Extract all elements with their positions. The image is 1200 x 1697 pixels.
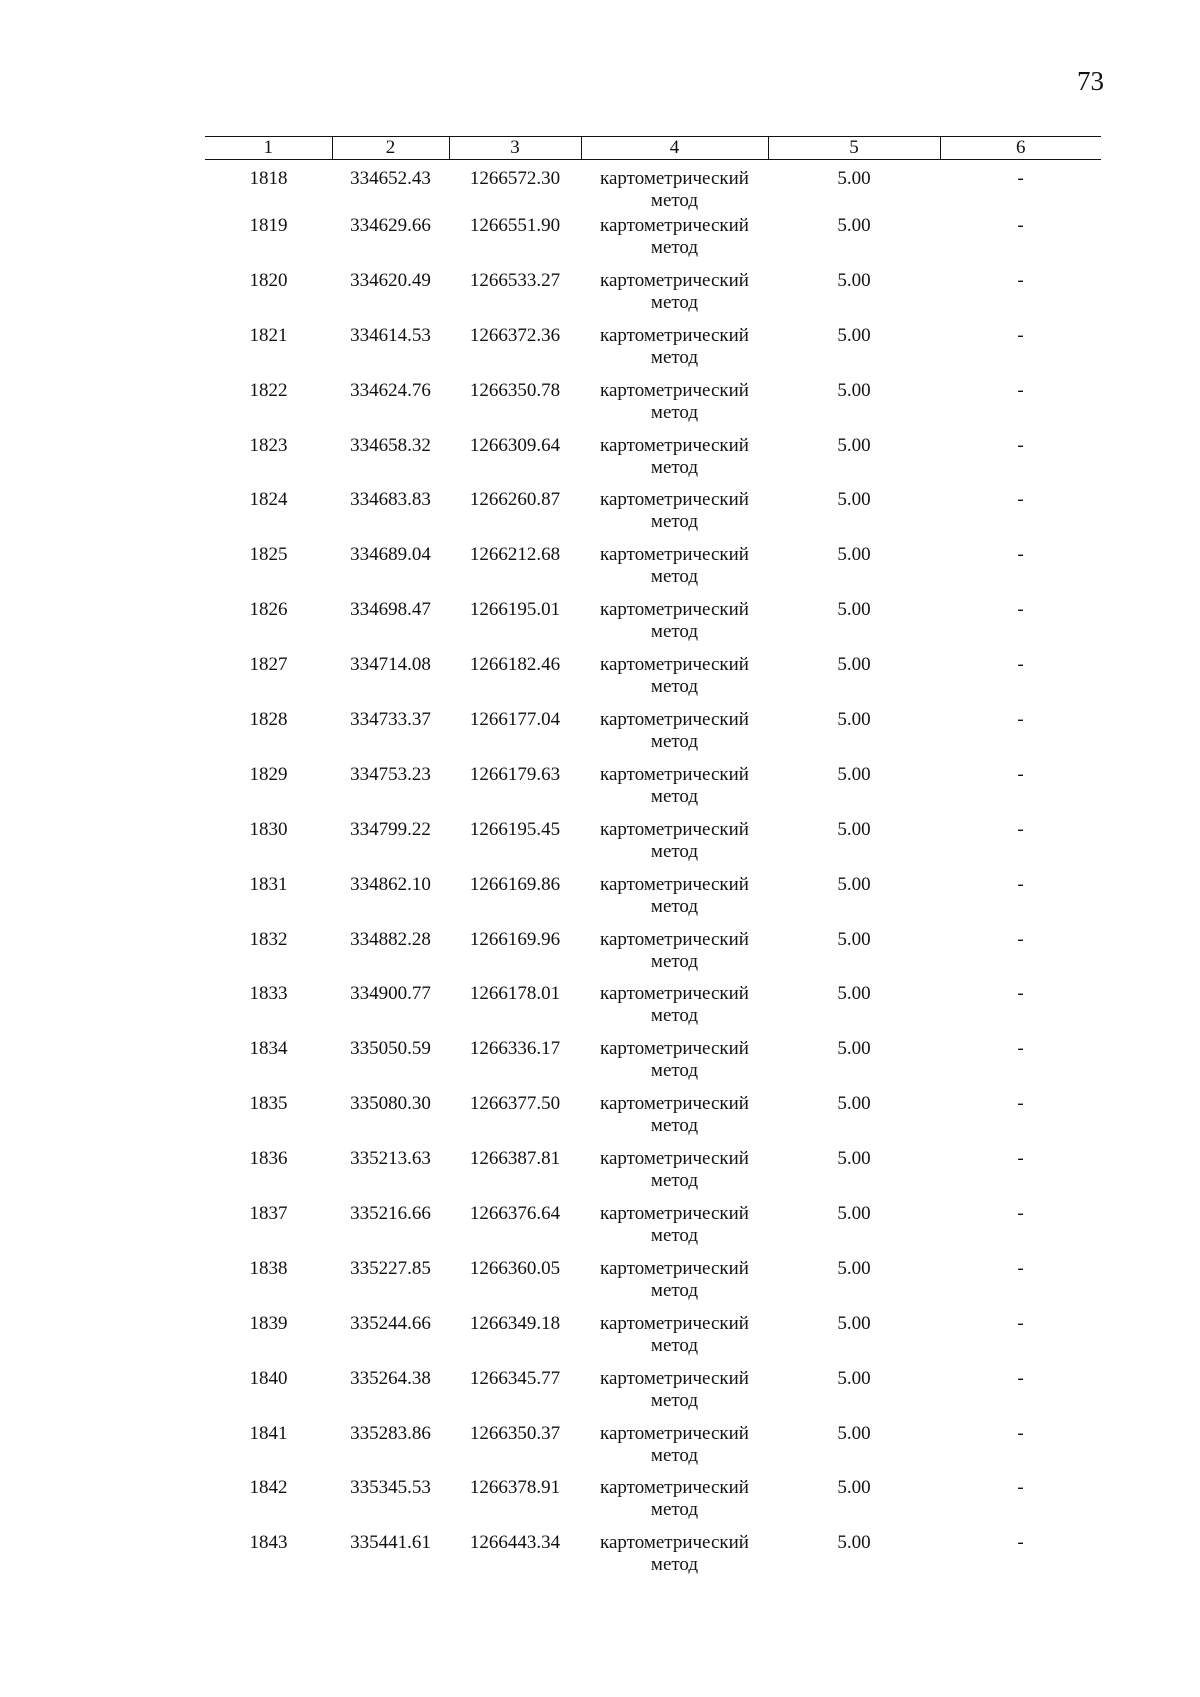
table-row <box>205 654 1101 709</box>
method-line-1: картометрический <box>600 489 749 511</box>
method-line-1: картометрический <box>600 1257 749 1279</box>
method-line-2: метод <box>650 1170 699 1192</box>
accuracy-cell: 5.00 <box>837 599 871 621</box>
point-number-cell: 1819 <box>249 215 288 236</box>
note-cell: - <box>1017 489 1024 511</box>
table-row <box>205 874 1101 929</box>
x-coordinate-cell: 335244.66 <box>350 1312 431 1334</box>
method-cell <box>581 1258 768 1313</box>
point-number-cell: 1826 <box>249 599 288 621</box>
method-cell <box>581 1532 768 1587</box>
x-coordinate-cell: 335080.30 <box>350 1093 431 1115</box>
y-coordinate-cell: 1266260.87 <box>469 489 561 511</box>
point-number-cell: 1827 <box>249 654 288 676</box>
method-line-1: картометрический <box>600 1422 749 1444</box>
x-coordinate-cell: 335050.59 <box>350 1038 431 1060</box>
method-line-1: картометрический <box>600 434 749 456</box>
x-coordinate-cell: 334753.23 <box>350 763 431 785</box>
note-cell: - <box>1017 269 1024 291</box>
note-cell: - <box>1017 928 1024 950</box>
method-line-2: метод <box>650 1334 699 1356</box>
header-col-6: 6 <box>940 137 1101 160</box>
method-line-2: метод <box>650 1444 699 1466</box>
table-row <box>205 764 1101 819</box>
method-line-2: метод <box>650 731 699 753</box>
method-line-1: картометрический <box>600 379 749 401</box>
x-coordinate-cell: 334733.37 <box>350 709 431 731</box>
method-line-1: картометрический <box>600 818 749 840</box>
method-line-2: метод <box>650 1279 699 1301</box>
accuracy-cell: 5.00 <box>837 1148 871 1170</box>
point-number-cell: 1821 <box>249 324 288 346</box>
method-cell <box>581 654 768 709</box>
x-coordinate-cell: 334862.10 <box>350 873 431 895</box>
accuracy-cell: 5.00 <box>837 168 871 189</box>
method-line-1: картометрический <box>600 215 749 236</box>
method-line-1: картометрический <box>600 1093 749 1115</box>
method-line-2: метод <box>650 895 699 917</box>
point-number-cell: 1836 <box>249 1148 288 1170</box>
method-line-2: метод <box>650 1389 699 1411</box>
x-coordinate-cell: 335216.66 <box>350 1203 431 1225</box>
accuracy-cell: 5.00 <box>837 1257 871 1279</box>
method-line-2: метод <box>650 566 699 588</box>
accuracy-cell: 5.00 <box>837 434 871 456</box>
table-row <box>205 489 1101 544</box>
accuracy-cell: 5.00 <box>837 928 871 950</box>
y-coordinate-cell: 1266349.18 <box>469 1312 561 1334</box>
accuracy-cell: 5.00 <box>837 1367 871 1389</box>
x-coordinate-cell: 334620.49 <box>350 269 431 291</box>
y-coordinate-cell: 1266195.01 <box>469 599 561 621</box>
table-row <box>205 1258 1101 1313</box>
accuracy-cell: 5.00 <box>837 379 871 401</box>
method-cell <box>581 270 768 325</box>
method-line-1: картометрический <box>600 763 749 785</box>
point-number-cell: 1837 <box>249 1203 288 1225</box>
y-coordinate-cell: 1266376.64 <box>469 1203 561 1225</box>
method-line-2: метод <box>650 840 699 862</box>
x-coordinate-cell: 334882.28 <box>350 928 431 950</box>
method-line-2: метод <box>650 511 699 533</box>
y-coordinate-cell: 1266350.78 <box>469 379 561 401</box>
method-line-2: метод <box>650 190 699 211</box>
table-row <box>205 1477 1101 1532</box>
table-row <box>205 215 1101 270</box>
note-cell: - <box>1017 1532 1024 1554</box>
point-number-cell: 1841 <box>249 1422 288 1444</box>
accuracy-cell: 5.00 <box>837 983 871 1005</box>
method-line-2: метод <box>650 621 699 643</box>
method-line-2: метод <box>650 1499 699 1521</box>
note-cell: - <box>1017 1312 1024 1334</box>
table-row <box>205 1148 1101 1203</box>
x-coordinate-cell: 334689.04 <box>350 544 431 566</box>
table-row <box>205 599 1101 654</box>
table-body <box>205 160 1101 1588</box>
method-line-2: метод <box>650 456 699 478</box>
table-row <box>205 929 1101 984</box>
method-line-1: картометрический <box>600 928 749 950</box>
method-line-2: метод <box>650 1554 699 1576</box>
accuracy-cell: 5.00 <box>837 1312 871 1334</box>
note-cell: - <box>1017 818 1024 840</box>
method-line-1: картометрический <box>600 1367 749 1389</box>
x-coordinate-cell: 334624.76 <box>350 379 431 401</box>
accuracy-cell: 5.00 <box>837 1038 871 1060</box>
point-number-cell: 1825 <box>249 544 288 566</box>
point-number-cell: 1829 <box>249 763 288 785</box>
method-line-2: метод <box>650 1115 699 1137</box>
point-number-cell: 1830 <box>249 818 288 840</box>
method-cell <box>581 1093 768 1148</box>
x-coordinate-cell: 335213.63 <box>350 1148 431 1170</box>
note-cell: - <box>1017 763 1024 785</box>
method-cell <box>581 599 768 654</box>
point-number-cell: 1831 <box>249 873 288 895</box>
method-cell <box>581 929 768 984</box>
point-number-cell: 1823 <box>249 434 288 456</box>
method-line-1: картометрический <box>600 1038 749 1060</box>
method-line-2: метод <box>650 1005 699 1027</box>
method-cell <box>581 983 768 1038</box>
point-number-cell: 1840 <box>249 1367 288 1389</box>
point-number-cell: 1834 <box>249 1038 288 1060</box>
accuracy-cell: 5.00 <box>837 1203 871 1225</box>
note-cell: - <box>1017 1422 1024 1444</box>
y-coordinate-cell: 1266169.96 <box>469 928 561 950</box>
note-cell: - <box>1017 1257 1024 1279</box>
method-cell <box>581 709 768 764</box>
method-line-1: картометрический <box>600 983 749 1005</box>
method-line-1: картометрический <box>600 168 749 189</box>
method-line-2: метод <box>650 1225 699 1247</box>
table-row <box>205 1368 1101 1423</box>
accuracy-cell: 5.00 <box>837 1477 871 1499</box>
note-cell: - <box>1017 709 1024 731</box>
note-cell: - <box>1017 1477 1024 1499</box>
table-row <box>205 1093 1101 1148</box>
table-row <box>205 983 1101 1038</box>
point-number-cell: 1835 <box>249 1093 288 1115</box>
y-coordinate-cell: 1266309.64 <box>469 434 561 456</box>
method-line-2: метод <box>650 1060 699 1082</box>
x-coordinate-cell: 334698.47 <box>350 599 431 621</box>
method-cell <box>581 1368 768 1423</box>
method-line-2: метод <box>650 291 699 313</box>
table-row <box>205 544 1101 599</box>
note-cell: - <box>1017 1203 1024 1225</box>
y-coordinate-cell: 1266551.90 <box>469 215 561 236</box>
note-cell: - <box>1017 1038 1024 1060</box>
note-cell: - <box>1017 1367 1024 1389</box>
method-cell <box>581 1423 768 1478</box>
method-line-2: метод <box>650 950 699 972</box>
method-cell <box>581 380 768 435</box>
y-coordinate-cell: 1266195.45 <box>469 818 561 840</box>
method-cell <box>581 1203 768 1258</box>
x-coordinate-cell: 334614.53 <box>350 324 431 346</box>
table-row <box>205 1038 1101 1093</box>
accuracy-cell: 5.00 <box>837 763 871 785</box>
note-cell: - <box>1017 599 1024 621</box>
method-cell <box>581 1148 768 1203</box>
y-coordinate-cell: 1266179.63 <box>469 763 561 785</box>
accuracy-cell: 5.00 <box>837 544 871 566</box>
table-row <box>205 1532 1101 1587</box>
point-number-cell: 1832 <box>249 928 288 950</box>
method-line-2: метод <box>650 676 699 698</box>
x-coordinate-cell: 335345.53 <box>350 1477 431 1499</box>
point-number-cell: 1822 <box>249 379 288 401</box>
method-line-1: картометрический <box>600 324 749 346</box>
y-coordinate-cell: 1266377.50 <box>469 1093 561 1115</box>
header-col-3: 3 <box>449 137 581 160</box>
table-row <box>205 270 1101 325</box>
table-row <box>205 709 1101 764</box>
y-coordinate-cell: 1266360.05 <box>469 1257 561 1279</box>
x-coordinate-cell: 334799.22 <box>350 818 431 840</box>
table-row <box>205 1423 1101 1478</box>
note-cell: - <box>1017 379 1024 401</box>
table-row <box>205 160 1101 216</box>
y-coordinate-cell: 1266350.37 <box>469 1422 561 1444</box>
coordinates-table <box>205 136 1101 1587</box>
y-coordinate-cell: 1266345.77 <box>469 1367 561 1389</box>
note-cell: - <box>1017 873 1024 895</box>
accuracy-cell: 5.00 <box>837 873 871 895</box>
accuracy-cell: 5.00 <box>837 324 871 346</box>
note-cell: - <box>1017 168 1024 189</box>
method-cell <box>581 160 768 216</box>
y-coordinate-cell: 1266572.30 <box>469 168 561 189</box>
method-line-2: метод <box>650 401 699 423</box>
table-row <box>205 380 1101 435</box>
x-coordinate-cell: 335264.38 <box>350 1367 431 1389</box>
table-row <box>205 325 1101 380</box>
method-line-2: метод <box>650 785 699 807</box>
point-number-cell: 1843 <box>249 1532 288 1554</box>
accuracy-cell: 5.00 <box>837 215 871 236</box>
method-line-1: картометрический <box>600 599 749 621</box>
note-cell: - <box>1017 544 1024 566</box>
method-cell <box>581 215 768 270</box>
header-col-4: 4 <box>581 137 768 160</box>
point-number-cell: 1818 <box>249 168 288 189</box>
method-cell <box>581 1477 768 1532</box>
method-cell <box>581 764 768 819</box>
x-coordinate-cell: 334658.32 <box>350 434 431 456</box>
point-number-cell: 1839 <box>249 1312 288 1334</box>
accuracy-cell: 5.00 <box>837 1093 871 1115</box>
y-coordinate-cell: 1266336.17 <box>469 1038 561 1060</box>
method-line-1: картометрический <box>600 269 749 291</box>
y-coordinate-cell: 1266182.46 <box>469 654 561 676</box>
x-coordinate-cell: 334683.83 <box>350 489 431 511</box>
point-number-cell: 1842 <box>249 1477 288 1499</box>
table-row <box>205 435 1101 490</box>
accuracy-cell: 5.00 <box>837 654 871 676</box>
table-header <box>205 137 1101 160</box>
accuracy-cell: 5.00 <box>837 1422 871 1444</box>
method-line-1: картометрический <box>600 544 749 566</box>
method-line-1: картометрический <box>600 654 749 676</box>
accuracy-cell: 5.00 <box>837 709 871 731</box>
x-coordinate-cell: 335441.61 <box>350 1532 431 1554</box>
y-coordinate-cell: 1266378.91 <box>469 1477 561 1499</box>
table-row <box>205 1203 1101 1258</box>
method-cell <box>581 489 768 544</box>
point-number-cell: 1838 <box>249 1257 288 1279</box>
table-row <box>205 1313 1101 1368</box>
header-col-1: 1 <box>205 137 332 160</box>
page-number: 73 <box>1077 66 1104 96</box>
method-line-1: картометрический <box>600 873 749 895</box>
method-cell <box>581 325 768 380</box>
note-cell: - <box>1017 215 1024 236</box>
y-coordinate-cell: 1266533.27 <box>469 269 561 291</box>
method-cell <box>581 1038 768 1093</box>
note-cell: - <box>1017 324 1024 346</box>
accuracy-cell: 5.00 <box>837 489 871 511</box>
x-coordinate-cell: 335283.86 <box>350 1422 431 1444</box>
note-cell: - <box>1017 1093 1024 1115</box>
x-coordinate-cell: 334714.08 <box>350 654 431 676</box>
accuracy-cell: 5.00 <box>837 269 871 291</box>
x-coordinate-cell: 334652.43 <box>350 168 431 189</box>
method-cell <box>581 544 768 599</box>
accuracy-cell: 5.00 <box>837 818 871 840</box>
method-cell <box>581 1313 768 1368</box>
method-line-1: картометрический <box>600 1312 749 1334</box>
method-line-1: картометрический <box>600 1203 749 1225</box>
y-coordinate-cell: 1266177.04 <box>469 709 561 731</box>
note-cell: - <box>1017 434 1024 456</box>
method-cell <box>581 435 768 490</box>
note-cell: - <box>1017 654 1024 676</box>
point-number-cell: 1833 <box>249 983 288 1005</box>
method-line-1: картометрический <box>600 1532 749 1554</box>
x-coordinate-cell: 335227.85 <box>350 1257 431 1279</box>
method-line-1: картометрический <box>600 1148 749 1170</box>
method-cell <box>581 819 768 874</box>
method-line-1: картометрический <box>600 709 749 731</box>
header-col-2: 2 <box>332 137 449 160</box>
y-coordinate-cell: 1266212.68 <box>469 544 561 566</box>
y-coordinate-cell: 1266372.36 <box>469 324 561 346</box>
y-coordinate-cell: 1266443.34 <box>469 1532 561 1554</box>
point-number-cell: 1824 <box>249 489 288 511</box>
point-number-cell: 1820 <box>249 269 288 291</box>
accuracy-cell: 5.00 <box>837 1532 871 1554</box>
header-row <box>205 137 1101 160</box>
y-coordinate-cell: 1266178.01 <box>469 983 561 1005</box>
x-coordinate-cell: 334900.77 <box>350 983 431 1005</box>
header-col-5: 5 <box>768 137 940 160</box>
table-row <box>205 819 1101 874</box>
x-coordinate-cell: 334629.66 <box>350 215 431 236</box>
note-cell: - <box>1017 1148 1024 1170</box>
method-line-2: метод <box>650 237 699 258</box>
method-line-2: метод <box>650 346 699 368</box>
method-line-1: картометрический <box>600 1477 749 1499</box>
y-coordinate-cell: 1266169.86 <box>469 873 561 895</box>
y-coordinate-cell: 1266387.81 <box>469 1148 561 1170</box>
point-number-cell: 1828 <box>249 709 288 731</box>
note-cell: - <box>1017 983 1024 1005</box>
method-cell <box>581 874 768 929</box>
